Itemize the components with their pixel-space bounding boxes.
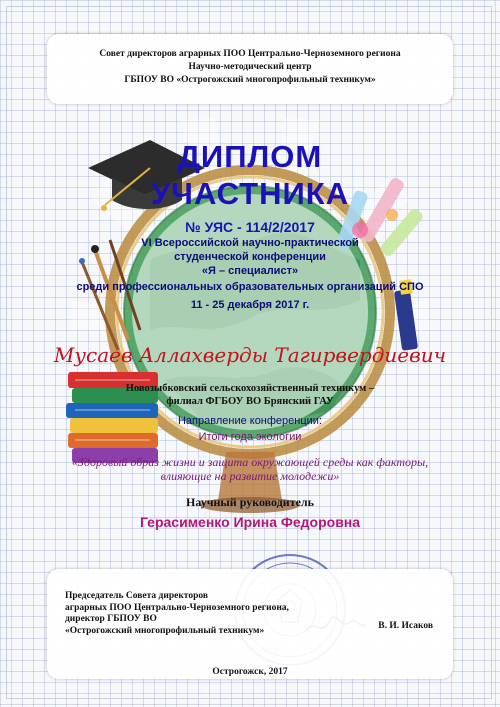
- chair-title: [65, 591, 289, 637]
- topic-line-2: влияющие на развитие молодежи»: [160, 469, 340, 483]
- city-year: Острогожск, 2017: [212, 667, 288, 677]
- footer-panel: [47, 569, 453, 679]
- conference-line-4: среди профессиональных образовательных организаций СПО: [76, 281, 424, 293]
- institution-line-1: Новозыбковский сельскохозяйственный техникум –: [125, 383, 375, 394]
- header-line-council: Совет директоров аграрных ПОО Центрально-Черноземного региона: [99, 49, 401, 59]
- certificate-number: № УЯС - 114/2/2017: [185, 219, 315, 235]
- topic: [0, 455, 500, 483]
- chair-line-3: директор ГБПОУ ВО: [65, 614, 157, 624]
- signer-name: В. И. Исаков: [378, 621, 433, 631]
- institution-line-2: филиал ФГБОУ ВО Брянский ГАУ: [166, 395, 334, 407]
- conference-line-3: «Я – специалист»: [201, 265, 299, 277]
- supervisor-label: Научный руководитель: [186, 495, 314, 509]
- diploma-subtitle: УЧАСТНИКА: [150, 176, 350, 211]
- header-line-college: ГБПОУ ВО «Острогожский многопрофильный техникум»: [124, 75, 376, 85]
- participant-name: Мусаев Аллахверды Тагирвердиевич: [53, 343, 447, 367]
- topic-line-1: «Здоровый образ жизни и защита окружающей среды как факторы,: [71, 455, 429, 469]
- chair-line-4: «Острогожский многопрофильный техникум»: [65, 625, 265, 636]
- supervisor-name: Герасименко Ирина Федоровна: [139, 514, 361, 530]
- institution: [0, 383, 500, 408]
- direction-value: Итоги года экологии: [198, 431, 302, 443]
- chair-line-1: Председатель Совета директоров: [65, 591, 209, 601]
- header-panel: [47, 34, 453, 104]
- direction-label: Направление конференции:: [177, 415, 323, 427]
- conference-line-2: студенческой конференции: [174, 251, 326, 263]
- header-line-center: Научно-методический центр: [188, 62, 312, 72]
- conference-dates: 11 - 25 декабря 2017 г.: [190, 299, 310, 311]
- chair-line-2: аграрных ПОО Центрально-Черноземного региона,: [65, 602, 289, 613]
- conference-line-1: VI Всероссийской научно-практической: [141, 237, 359, 249]
- diploma-title: ДИПЛОМ: [177, 139, 323, 174]
